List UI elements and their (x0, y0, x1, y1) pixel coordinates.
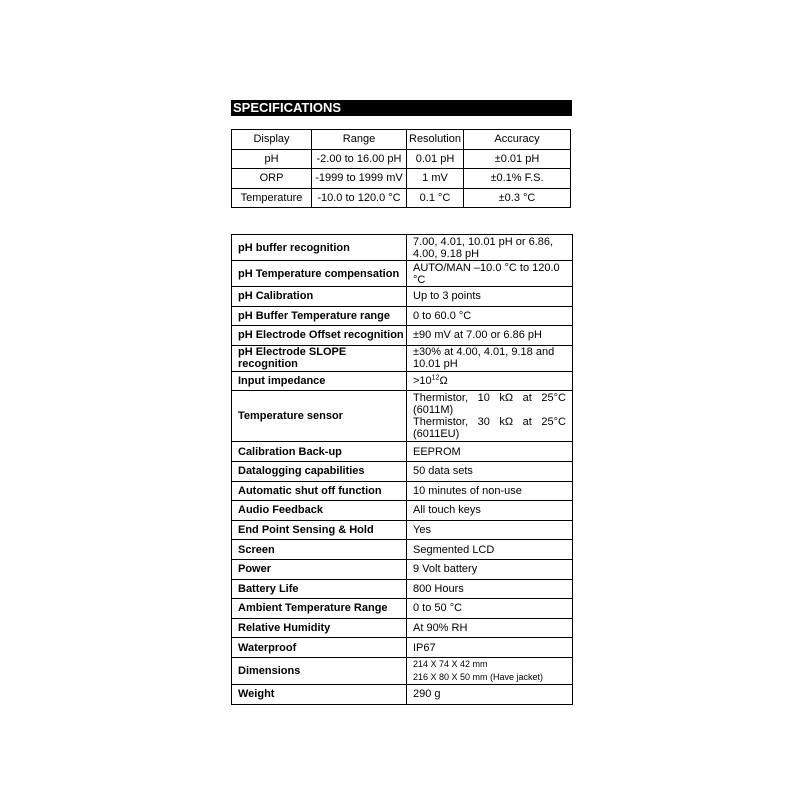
spec-label: Automatic shut off function (232, 481, 407, 501)
spec-value: EEPROM (407, 442, 573, 462)
spec-label: pH Electrode SLOPE recognition (232, 345, 407, 371)
spec-label: End Point Sensing & Hold (232, 520, 407, 540)
spec-row (232, 306, 573, 326)
spec-row (232, 657, 573, 684)
spec-value: 9 Volt battery (407, 559, 573, 579)
cell-display: pH (232, 149, 312, 169)
cell-display: ORP (232, 169, 312, 189)
spec-label: Weight (232, 684, 407, 704)
header-resolution: Resolution (407, 130, 464, 150)
spec-label: Datalogging capabilities (232, 461, 407, 481)
table-row (232, 169, 571, 189)
spec-label: Battery Life (232, 579, 407, 599)
spec-value (407, 391, 573, 442)
cell-range: -10.0 to 120.0 °C (312, 188, 407, 208)
sensor-line: Thermistor, 30 kΩ at 25°C (413, 416, 566, 429)
spec-value (407, 657, 573, 684)
spec-row (232, 461, 573, 481)
spec-label: Waterproof (232, 638, 407, 658)
cell-resolution: 1 mV (407, 169, 464, 189)
spec-value: Up to 3 points (407, 287, 573, 307)
spec-value (407, 371, 573, 391)
spec-row (232, 501, 573, 521)
spec-label: pH buffer recognition (232, 235, 407, 261)
spec-row (232, 559, 573, 579)
spec-label: pH Temperature compensation (232, 261, 407, 287)
spec-row (232, 684, 573, 704)
spec-table (231, 234, 573, 705)
table-row (232, 149, 571, 169)
spec-label: Input impedance (232, 371, 407, 391)
spec-label: Calibration Back-up (232, 442, 407, 462)
spec-row (232, 618, 573, 638)
range-table-header-row (232, 130, 571, 150)
spec-label: Temperature sensor (232, 391, 407, 442)
spec-value: 50 data sets (407, 461, 573, 481)
dimension-line: 216 X 80 X 50 mm (Have jacket) (413, 671, 544, 682)
header-accuracy: Accuracy (464, 130, 571, 150)
spec-value: 7.00, 4.01, 10.01 pH or 6.86, 4.00, 9.18 pH (407, 235, 573, 261)
table-row (232, 188, 571, 208)
header-range: Range (312, 130, 407, 150)
dimension-line: 214 X 74 X 42 mm (413, 658, 488, 669)
sensor-line: (6011EU) (413, 428, 460, 441)
spec-label: Dimensions (232, 657, 407, 684)
spec-label: Audio Feedback (232, 501, 407, 521)
spec-row (232, 520, 573, 540)
sensor-line: (6011M) (413, 404, 454, 417)
spec-value: Segmented LCD (407, 540, 573, 560)
impedance-exponent: 12 (431, 374, 440, 382)
spec-value: AUTO/MAN –10.0 °C to 120.0 °C (407, 261, 573, 287)
spec-value: 10 minutes of non-use (407, 481, 573, 501)
cell-accuracy: ±0.3 °C (464, 188, 571, 208)
specifications-heading: SPECIFICATIONS (231, 100, 572, 116)
spec-value: ±30% at 4.00, 4.01, 9.18 and 10.01 pH (407, 345, 573, 371)
spec-value: 0 to 60.0 °C (407, 306, 573, 326)
spec-row (232, 391, 573, 442)
spec-row (232, 287, 573, 307)
spec-label: Relative Humidity (232, 618, 407, 638)
spec-row (232, 481, 573, 501)
spec-row (232, 579, 573, 599)
spec-value: 800 Hours (407, 579, 573, 599)
spec-value: At 90% RH (407, 618, 573, 638)
cell-accuracy: ±0.01 pH (464, 149, 571, 169)
spec-label: Ambient Temperature Range (232, 599, 407, 619)
spec-row (232, 235, 573, 261)
spec-row (232, 599, 573, 619)
spec-row (232, 261, 573, 287)
spec-row (232, 540, 573, 560)
spec-row (232, 638, 573, 658)
header-display: Display (232, 130, 312, 150)
sensor-line: Thermistor, 10 kΩ at 25°C (413, 392, 566, 405)
spec-row (232, 371, 573, 391)
cell-resolution: 0.01 pH (407, 149, 464, 169)
cell-resolution: 0.1 °C (407, 188, 464, 208)
spec-label: Power (232, 559, 407, 579)
impedance-unit: Ω (439, 375, 448, 388)
spec-value: ±90 mV at 7.00 or 6.86 pH (407, 326, 573, 346)
spec-value: All touch keys (407, 501, 573, 521)
cell-display: Temperature (232, 188, 312, 208)
spec-row (232, 326, 573, 346)
spec-label: pH Electrode Offset recognition (232, 326, 407, 346)
spec-row (232, 345, 573, 371)
spec-label: pH Calibration (232, 287, 407, 307)
spec-value: IP67 (407, 638, 573, 658)
cell-range: -1999 to 1999 mV (312, 169, 407, 189)
impedance-base: >10 (413, 375, 432, 388)
spec-value: 0 to 50 °C (407, 599, 573, 619)
spec-value: Yes (407, 520, 573, 540)
spec-value: 290 g (407, 684, 573, 704)
spec-label: Screen (232, 540, 407, 560)
spec-label: pH Buffer Temperature range (232, 306, 407, 326)
cell-range: -2.00 to 16.00 pH (312, 149, 407, 169)
range-table (231, 129, 571, 208)
cell-accuracy: ±0.1% F.S. (464, 169, 571, 189)
spec-row (232, 442, 573, 462)
